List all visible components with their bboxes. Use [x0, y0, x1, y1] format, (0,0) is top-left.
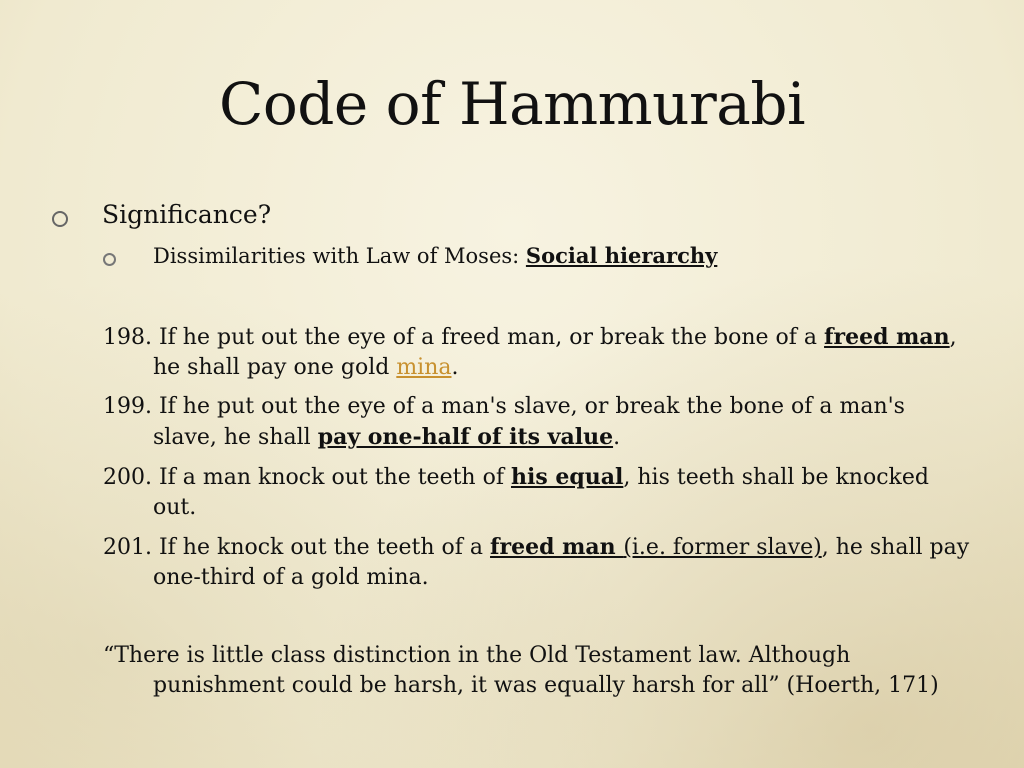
law-text: , he shall pay one-third of a gold mina.	[153, 535, 970, 590]
law-199	[103, 392, 973, 453]
law-text: 201. If he knock out the teeth of a	[103, 535, 491, 560]
social-hierarchy-emphasis: Social hierarchy	[525, 243, 718, 268]
circle-bullet-icon	[103, 253, 116, 266]
bullet-text	[153, 243, 717, 268]
law-201	[103, 532, 973, 593]
former-slave-note: (i.e. former slave)	[623, 535, 822, 560]
law-text: 200. If a man knock out the teeth of	[103, 465, 511, 490]
circle-bullet-icon	[52, 211, 68, 227]
law-198	[103, 322, 973, 383]
law-emphasis: freed man	[824, 324, 950, 350]
law-text: .	[613, 425, 621, 450]
hoerth-quote: “There is little class distinction in the Old Testament law. Although punishment could be harsh, it was equally harsh for all” (Hoerth, 171)	[103, 643, 939, 698]
law-200	[103, 462, 973, 523]
slide-title: Code of Hammurabi	[219, 70, 805, 138]
bullet-prefix: Dissimilarities with Law of Moses:	[153, 244, 526, 268]
law-text: .	[451, 355, 459, 380]
mina-link[interactable]: mina	[396, 355, 452, 380]
law-text: , he shall pay one gold	[153, 325, 957, 380]
bullet-text: Significance?	[102, 200, 272, 229]
bullet-significance	[52, 200, 271, 229]
law-text: 199. If he put out the eye of a man's slave, or break the bone of a man's slave, he shall	[103, 394, 905, 450]
law-emphasis: pay one-half of its value	[317, 424, 614, 450]
law-text: , his teeth shall be knocked out.	[153, 465, 929, 520]
law-emphasis: freed man	[490, 534, 624, 560]
law-emphasis: his equal	[510, 464, 624, 490]
law-text: 198. If he put out the eye of a freed man, or break the bone of a	[103, 325, 825, 350]
bullet-dissimilarities	[103, 243, 717, 268]
